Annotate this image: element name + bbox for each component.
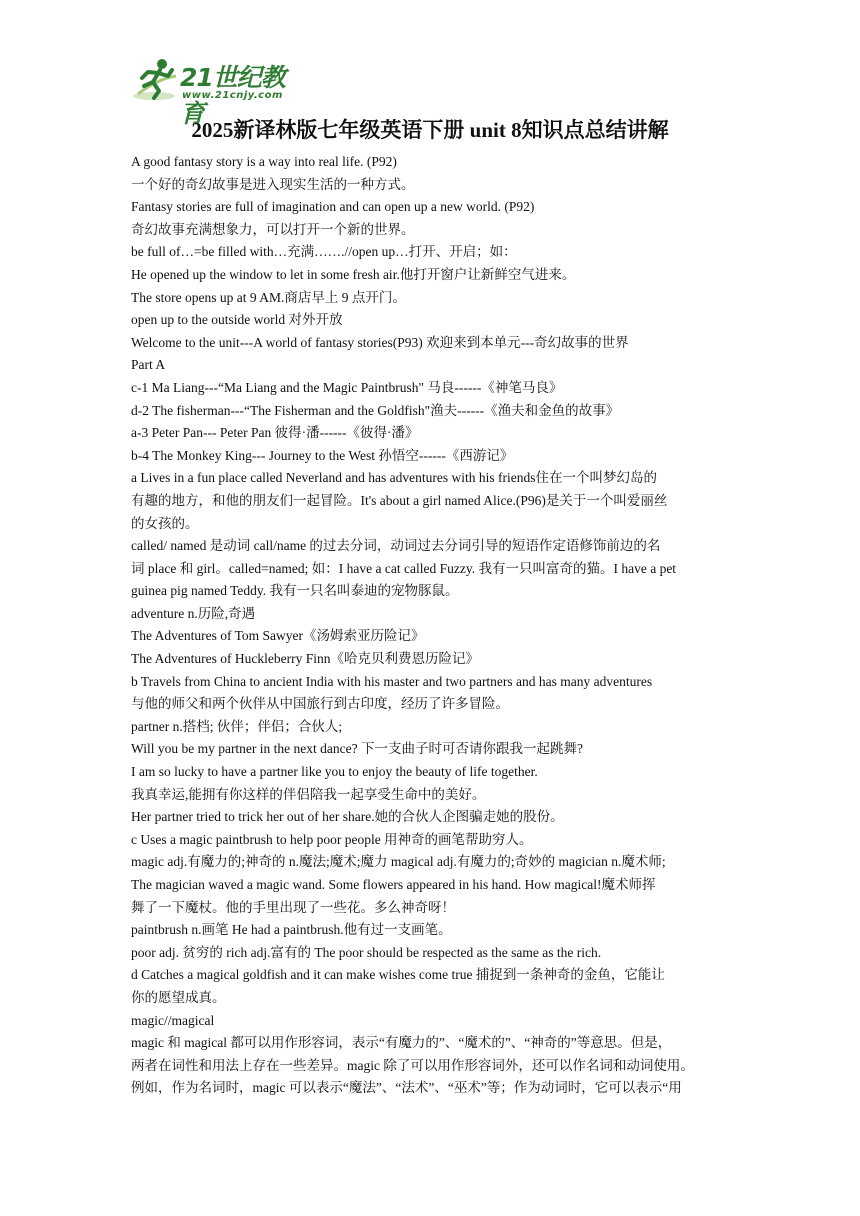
text-line: 与他的师父和两个伙伴从中国旅行到古印度，经历了许多冒险。 — [131, 696, 509, 712]
logo-text: 21世纪教育 — [180, 63, 285, 128]
text-line: poor adj. 贫穷的 rich adj.富有的 The poor should be respected as the same as the rich. — [131, 944, 602, 960]
text-line: c Uses a magic paintbrush to help poor people 用神奇的画笔帮助穷人。 — [131, 831, 533, 847]
text-line: A good fantasy story is a way into real life. (P92) — [131, 154, 397, 169]
text-line: 舞了一下魔杖。他的手里出现了一些花。多么神奇呀！ — [131, 899, 455, 915]
text-line: magic 和 magical 都可以用作形容词，表示“有魔力的”、“魔术的”、“神奇的”等意思。但是， — [131, 1035, 672, 1051]
text-line: partner n.搭档; 伙伴；伴侣；合伙人; — [131, 718, 343, 734]
text-line: Will you be my partner in the next dance? 下一支曲子时可否请你跟我一起跳舞? — [131, 741, 583, 757]
text-line: Part A — [131, 357, 166, 373]
logo — [132, 56, 302, 128]
text-line: adventure n.历险,奇遇 — [131, 605, 256, 621]
text-line: paintbrush n.画笔 He had a paintbrush.他有过一支画笔。 — [131, 922, 452, 938]
runner-icon — [132, 56, 182, 104]
text-line: called/ named 是动词 call/name 的过去分词，动词过去分词引导的短语作定语修饰前边的名 — [131, 538, 661, 554]
text-line: 有趣的地方，和他的朋友们一起冒险。It's about a girl named Alice.(P96)是关于一个叫爱丽丝 — [131, 492, 668, 508]
text-line: The magician waved a magic wand. Some flowers appeared in his hand. How magical!魔术师挥 — [131, 877, 656, 892]
text-line: 奇幻故事充满想象力，可以打开一个新的世界。 — [131, 221, 415, 237]
text-line: He opened up the window to let in some fresh air.他打开窗户让新鲜空气进来。 — [131, 266, 576, 282]
text-line: Her partner tried to trick her out of her share.她的合伙人企图骗走她的股份。 — [131, 809, 564, 825]
text-line: a Lives in a fun place called Neverland and has adventures with his friends住在一个叫梦幻岛的 — [131, 470, 657, 486]
text-line: d-2 The fisherman---“The Fisherman and the Goldfish"渔夫------《渔夫和金鱼的故事》 — [131, 402, 620, 418]
text-line: guinea pig named Teddy. 我有一只名叫泰迪的宠物豚鼠。 — [131, 583, 459, 599]
text-line: Welcome to the unit---A world of fantasy stories(P93) 欢迎来到本单元---奇幻故事的世界 — [131, 334, 629, 350]
text-line: b-4 The Monkey King--- Journey to the West 孙悟空------《西游记》 — [131, 447, 514, 463]
text-line: magic adj.有魔力的;神奇的 n.魔法;魔术;魔力 magical adj.有魔力的;奇妙的 magician n.魔术师; — [131, 854, 666, 870]
text-line: magic//magical — [131, 1012, 215, 1028]
text-line: b Travels from China to ancient India with his master and two partners and has many adventures — [131, 673, 653, 689]
logo-url: www.21cnjy.com — [182, 90, 283, 101]
text-line: The Adventures of Tom Sawyer《汤姆索亚历险记》 — [131, 628, 425, 644]
text-line: 的女孩的。 — [131, 515, 199, 531]
text-line: c-1 Ma Liang---“Ma Liang and the Magic Paintbrush" 马良------《神笔马良》 — [131, 379, 563, 395]
text-line: The Adventures of Huckleberry Finn《哈克贝利费恩历险记》 — [131, 651, 479, 667]
text-line: 两者在词性和用法上存在一些差异。magic 除了可以用作形容词外，还可以作名词和动词使用。 — [131, 1057, 694, 1073]
text-line: open up to the outside world 对外开放 — [131, 312, 343, 328]
text-line: 你的愿望成真。 — [131, 989, 226, 1005]
text-line: d Catches a magical goldfish and it can make wishes come true 捕捉到一条神奇的金鱼，它能让 — [131, 967, 665, 983]
text-line: a-3 Peter Pan--- Peter Pan 彼得·潘------《彼得·潘》 — [131, 425, 419, 441]
text-line: 例如，作为名词时，magic 可以表示“魔法”、“法术”、“巫术”等；作为动词时，它可以表示“用 — [131, 1080, 682, 1096]
document-body — [131, 151, 731, 1100]
text-line: 一个好的奇幻故事是进入现实生活的一种方式。 — [131, 176, 415, 192]
text-line: I am so lucky to have a partner like you to enjoy the beauty of life together. — [131, 764, 538, 780]
text-line: be full of…=be filled with…充满…….//open up…打开、开启；如： — [131, 244, 517, 260]
text-line: 词 place 和 girl。called=named; 如：I have a cat called Fuzzy. 我有一只叫富奇的猫。I have a pet — [131, 560, 677, 576]
document-title: 2025新译林版七年级英语下册 unit 8知识点总结讲解 — [191, 118, 669, 142]
text-line: Fantasy stories are full of imagination and can open up a new world. (P92) — [131, 199, 535, 215]
text-line: The store opens up at 9 AM.商店早上 9 点开门。 — [131, 289, 406, 305]
text-line: 我真幸运,能拥有你这样的伴侣陪我一起享受生命中的美好。 — [131, 786, 486, 802]
